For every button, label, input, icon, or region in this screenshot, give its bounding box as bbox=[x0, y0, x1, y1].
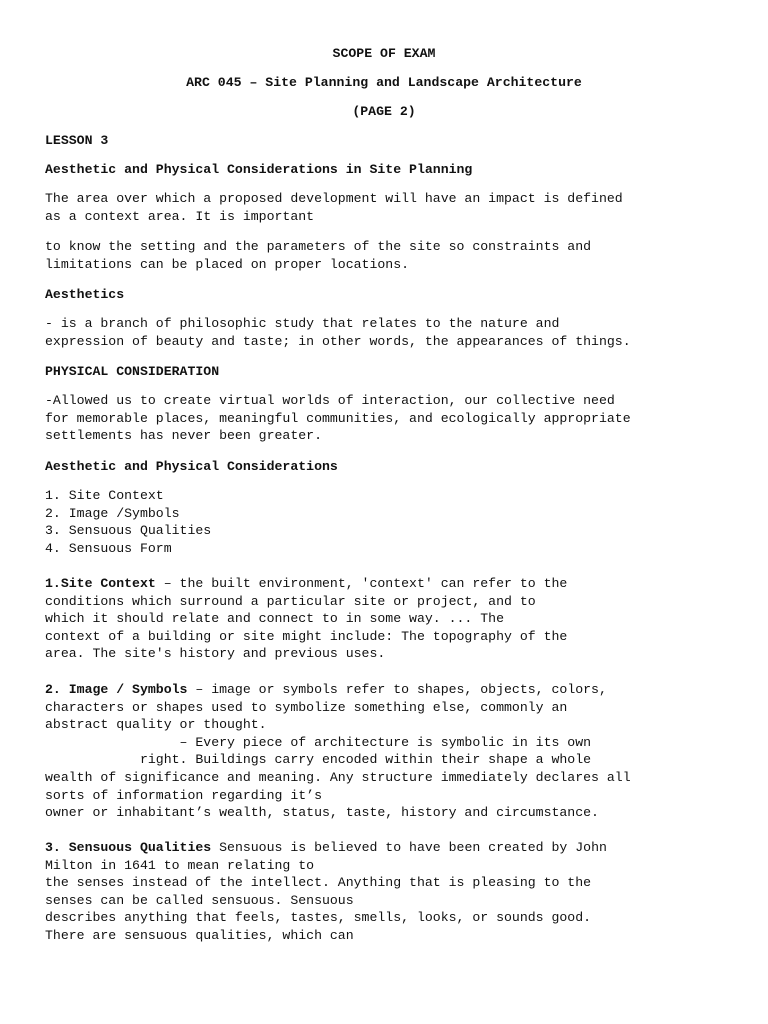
image-symbols-term: 2. Image / Symbols bbox=[45, 682, 188, 697]
sensuous-paragraph bbox=[45, 839, 607, 857]
image-symbols-text: right. Buildings carry encoded within their shape a whole bbox=[45, 752, 592, 768]
site-context-text: – the built environment, 'context' can refer to the bbox=[155, 576, 568, 591]
sensuous-text: Sensuous is believed to have been created by John bbox=[211, 840, 607, 855]
sensuous-term: 3. Sensuous Qualities bbox=[45, 840, 212, 855]
course-title: ARC 045 – Site Planning and Landscape Architecture bbox=[186, 75, 582, 90]
image-symbols-text: abstract quality or thought. bbox=[45, 717, 267, 733]
intro-text: to know the setting and the parameters of the site so constraints and bbox=[45, 239, 592, 254]
image-symbols-text: characters or shapes used to symbolize something else, commonly an bbox=[45, 699, 568, 715]
page-indicator: (PAGE 2) bbox=[352, 104, 416, 119]
image-symbols-text: sorts of information regarding it’s bbox=[45, 787, 322, 803]
list-item: 4. Sensuous Form bbox=[45, 540, 172, 556]
image-symbols-text: wealth of significance and meaning. Any structure immediately declares all bbox=[45, 770, 631, 785]
physical-text: -Allowed us to create virtual worlds of interaction, our collective need bbox=[45, 393, 615, 408]
image-symbols-paragraph bbox=[45, 681, 607, 699]
intro-text: limitations can be placed on proper locations. bbox=[45, 256, 410, 272]
aesthetics-heading: Aesthetics bbox=[45, 287, 125, 302]
list-item: 2. Image /Symbols bbox=[45, 505, 180, 521]
image-symbols-text: – image or symbols refer to shapes, objects, colors, bbox=[187, 682, 607, 697]
exam-title: SCOPE OF EXAM bbox=[332, 46, 436, 61]
sensuous-text: There are sensuous qualities, which can bbox=[45, 928, 354, 943]
physical-text: for memorable places, meaningful communities, and ecologically appropriate bbox=[45, 410, 631, 426]
sensuous-text: describes anything that feels, tastes, smells, looks, or sounds good. bbox=[45, 910, 592, 926]
aesthetics-text: expression of beauty and taste; in other words, the appearances of things. bbox=[45, 333, 631, 349]
sensuous-text: Milton in 1641 to mean relating to bbox=[45, 857, 315, 873]
site-context-term: 1.Site Context bbox=[45, 576, 156, 591]
site-context-paragraph bbox=[45, 575, 567, 593]
considerations-heading: Aesthetic and Physical Considerations bbox=[45, 459, 338, 474]
site-context-text: conditions which surround a particular site or project, and to bbox=[45, 593, 536, 609]
site-context-text: area. The site's history and previous uses. bbox=[45, 646, 386, 662]
image-symbols-text: – Every piece of architecture is symbolic in its own bbox=[45, 734, 592, 750]
physical-text: settlements has never been greater. bbox=[45, 428, 322, 444]
intro-text: as a context area. It is important bbox=[45, 208, 315, 224]
section-heading-main: Aesthetic and Physical Considerations in Site Planning bbox=[45, 162, 473, 177]
sensuous-text: the senses instead of the intellect. Anything that is pleasing to the bbox=[45, 875, 592, 891]
physical-heading: PHYSICAL CONSIDERATION bbox=[45, 364, 220, 379]
lesson-label: LESSON 3 bbox=[45, 133, 109, 148]
list-item: 3. Sensuous Qualities bbox=[45, 523, 212, 539]
intro-text: The area over which a proposed development will have an impact is defined bbox=[45, 191, 623, 206]
sensuous-text: senses can be called sensuous. Sensuous bbox=[45, 892, 354, 908]
site-context-text: which it should relate and connect to in some way. ... The bbox=[45, 611, 504, 627]
aesthetics-text: - is a branch of philosophic study that relates to the nature and bbox=[45, 316, 560, 331]
image-symbols-text: owner or inhabitant’s wealth, status, taste, history and circumstance. bbox=[45, 805, 599, 821]
list-item: 1. Site Context bbox=[45, 488, 164, 503]
site-context-text: context of a building or site might include: The topography of the bbox=[45, 628, 568, 644]
